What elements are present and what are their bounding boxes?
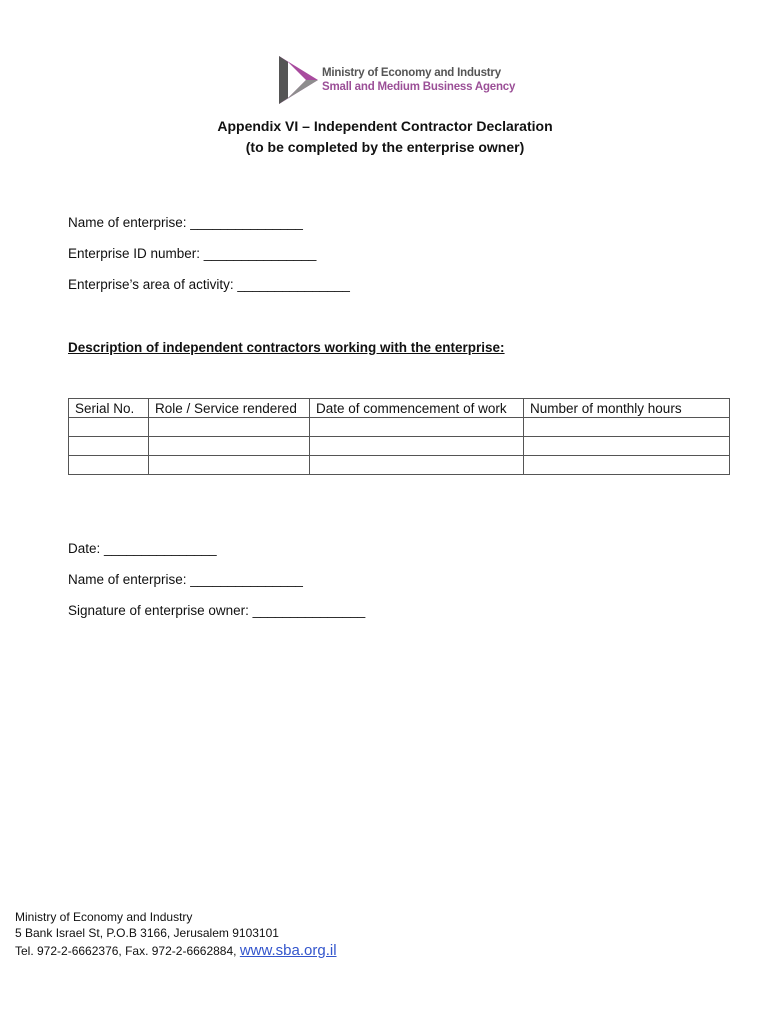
table-cell[interactable] bbox=[69, 418, 149, 437]
footer-address: 5 Bank Israel St, P.O.B 3166, Jerusalem 9103101 bbox=[15, 926, 279, 940]
table-cell[interactable] bbox=[310, 437, 524, 456]
table-header-row bbox=[69, 399, 730, 418]
enterprise-name-field-2[interactable]: Name of enterprise: _______________ bbox=[68, 572, 303, 587]
column-header-start-date: Date of commencement of work bbox=[310, 399, 524, 418]
owner-signature-field[interactable]: Signature of enterprise owner: _______________ bbox=[68, 603, 366, 618]
play-triangle-logo-icon bbox=[276, 54, 320, 106]
website-link[interactable]: www.sba.org.il bbox=[239, 942, 337, 959]
logo-agency-name: Small and Medium Business Agency bbox=[322, 81, 516, 93]
ministry-logo bbox=[276, 54, 516, 106]
column-header-monthly-hours: Number of monthly hours bbox=[524, 399, 730, 418]
table-cell[interactable] bbox=[310, 456, 524, 475]
column-header-serial-no: Serial No. bbox=[69, 399, 149, 418]
table-row bbox=[69, 418, 730, 437]
table-cell[interactable] bbox=[149, 456, 310, 475]
table-row bbox=[69, 456, 730, 475]
column-header-role: Role / Service rendered bbox=[149, 399, 310, 418]
enterprise-id-field[interactable]: Enterprise ID number: _______________ bbox=[68, 246, 317, 261]
document-subtitle: (to be completed by the enterprise owner) bbox=[245, 139, 525, 155]
contractors-table bbox=[68, 398, 730, 475]
table-cell[interactable] bbox=[69, 456, 149, 475]
footer-ministry-name: Ministry of Economy and Industry bbox=[15, 910, 193, 924]
footer-phone-fax: Tel. 972-2-6662376, Fax. 972-2-6662884, bbox=[15, 944, 240, 958]
enterprise-area-field[interactable]: Enterprise’s area of activity: _______________ bbox=[68, 277, 350, 292]
table-row bbox=[69, 437, 730, 456]
contractors-section-heading: Description of independent contractors working with the enterprise: bbox=[68, 340, 505, 355]
table-cell[interactable] bbox=[524, 437, 730, 456]
table-cell[interactable] bbox=[69, 437, 149, 456]
table-cell[interactable] bbox=[524, 456, 730, 475]
table-cell[interactable] bbox=[149, 418, 310, 437]
enterprise-name-field[interactable]: Name of enterprise: _______________ bbox=[68, 215, 303, 230]
document-title: Appendix VI – Independent Contractor Declaration bbox=[217, 118, 553, 134]
table-cell[interactable] bbox=[310, 418, 524, 437]
footer-contact bbox=[15, 942, 337, 959]
date-field[interactable]: Date: _______________ bbox=[68, 541, 217, 556]
table-cell[interactable] bbox=[149, 437, 310, 456]
logo-ministry-name: Ministry of Economy and Industry bbox=[322, 67, 501, 79]
table-cell[interactable] bbox=[524, 418, 730, 437]
